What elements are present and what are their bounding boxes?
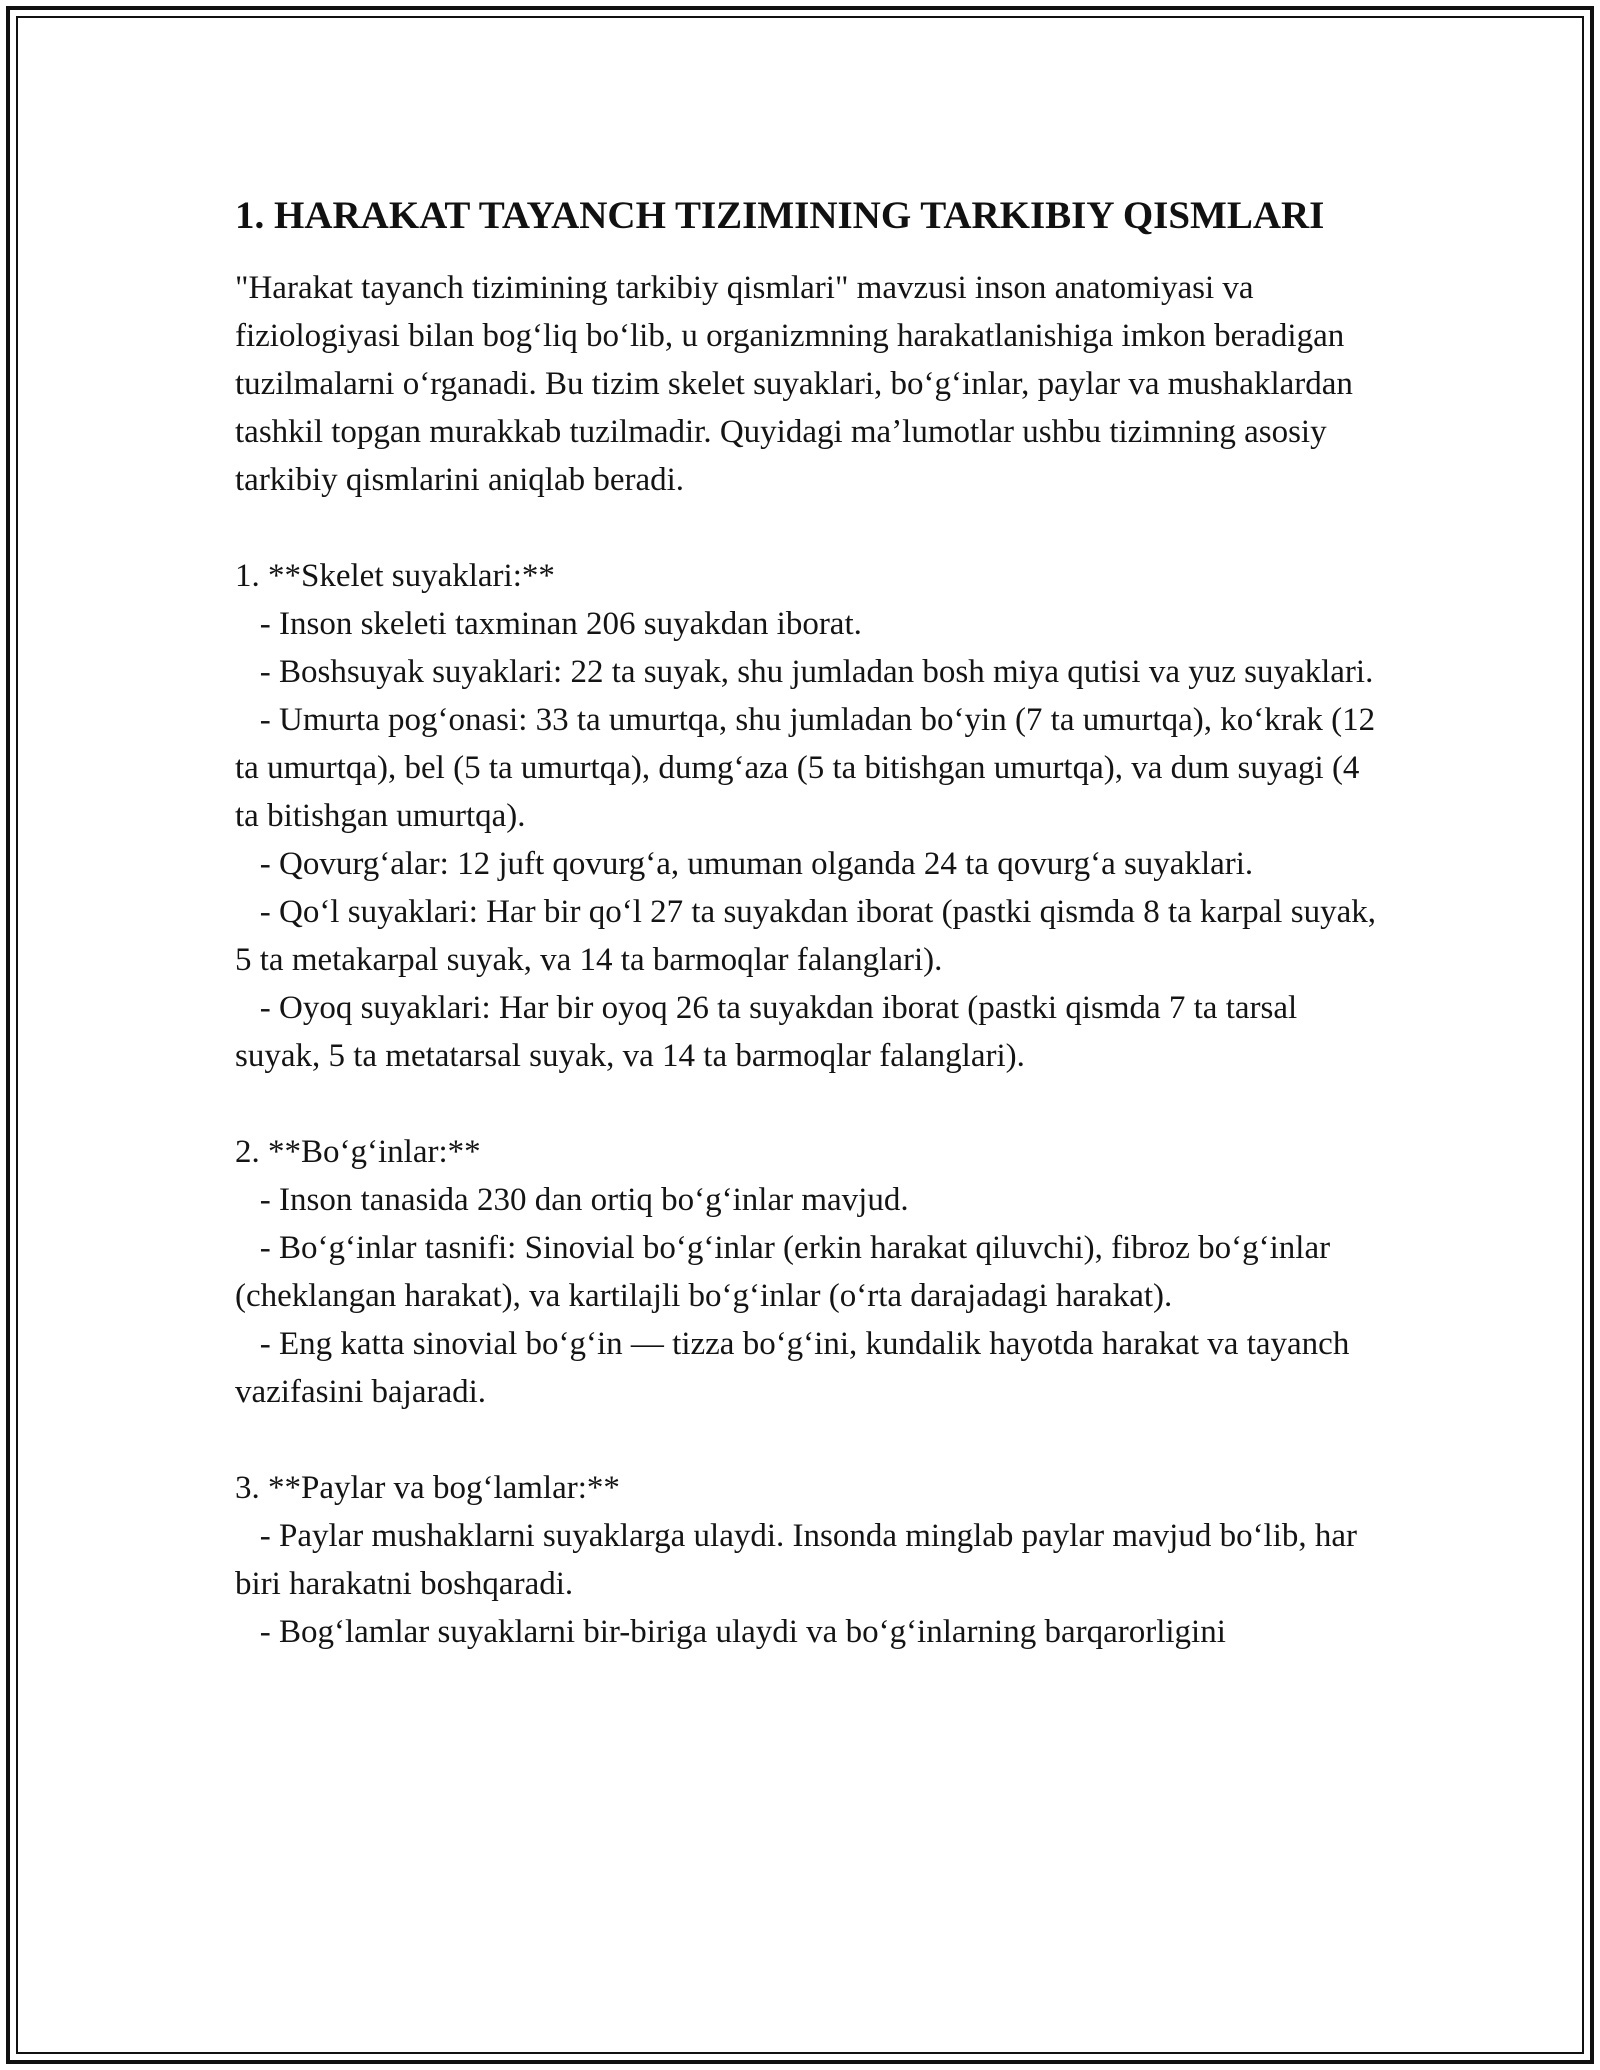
list-item: - Boʻgʻinlar tasnifi: Sinovial boʻgʻinlar (erkin harakat qiluvchi), fibroz boʻgʻinlar (cheklangan harakat), va kartilajli boʻgʻinlar (oʻrta darajadagi harakat). bbox=[235, 1230, 1331, 1314]
list-item: - Inson skeleti taxminan 206 suyakdan iborat. bbox=[259, 606, 862, 642]
section-heading: 1. **Skelet suyaklari:** bbox=[235, 558, 555, 594]
document-title: 1. HARAKAT TAYANCH TIZIMINING TARKIBIY QISMLARI bbox=[235, 194, 1325, 237]
list-item: - Boshsuyak suyaklari: 22 ta suyak, shu jumladan bosh miya qutisi va yuz suyaklari. bbox=[259, 654, 1374, 690]
list-item: - Oyoq suyaklari: Har bir oyoq 26 ta suyakdan iborat (pastki qismda 7 ta tarsal suyak, 5 ta metatarsal suyak, va 14 ta barmoqlar falanglari). bbox=[235, 990, 1298, 1074]
section-heading: 3. **Paylar va bogʻlamlar:** bbox=[235, 1470, 620, 1506]
list-item: - Qoʻl suyaklari: Har bir qoʻl 27 ta suyakdan iborat (pastki qismda 8 ta karpal suyak, 5 ta metakarpal suyak, va 14 ta barmoqlar falanglari). bbox=[235, 894, 1376, 978]
list-item: - Bogʻlamlar suyaklarni bir-biriga ulaydi va boʻgʻinlarning barqarorligini bbox=[259, 1614, 1226, 1650]
list-item: - Eng katta sinovial boʻgʻin — tizza boʻgʻini, kundalik hayotda harakat va tayanch vazifasini bajaradi. bbox=[235, 1326, 1350, 1410]
document-body bbox=[235, 188, 1380, 1656]
section-tendons-ligaments bbox=[235, 1464, 1380, 1656]
list-item: - Paylar mushaklarni suyaklarga ulaydi. Insonda minglab paylar mavjud boʻlib, har biri harakatni boshqaradi. bbox=[235, 1518, 1358, 1602]
intro-paragraph: "Harakat tayanch tizimining tarkibiy qismlari" mavzusi inson anatomiyasi va fiziologiyasi bilan bogʻliq boʻlib, u organizmning harakatlanishiga imkon beradigan tuzilmalarni oʻrganadi. Bu tizim skelet suyaklari, boʻgʻinlar, paylar va mushaklardan tashkil topgan murakkab tuzilmadir. Quyidagi maʼlumotlar ushbu tizimning asosiy tarkibiy qismlarini aniqlab beradi. bbox=[235, 270, 1353, 498]
section-skeleton bbox=[235, 552, 1380, 1080]
list-item: - Umurta pogʻonasi: 33 ta umurtqa, shu jumladan boʻyin (7 ta umurtqa), koʻkrak (12 ta umurtqa), bel (5 ta umurtqa), dumgʻaza (5 ta bitishgan umurtqa), va dum suyagi (4 ta bitishgan umurtqa). bbox=[235, 702, 1376, 834]
section-joints bbox=[235, 1128, 1380, 1416]
section-heading: 2. **Boʻgʻinlar:** bbox=[235, 1134, 481, 1170]
list-item: - Inson tanasida 230 dan ortiq boʻgʻinlar mavjud. bbox=[259, 1182, 909, 1218]
list-item: - Qovurgʻalar: 12 juft qovurgʻa, umuman olganda 24 ta qovurgʻa suyaklari. bbox=[259, 846, 1254, 882]
